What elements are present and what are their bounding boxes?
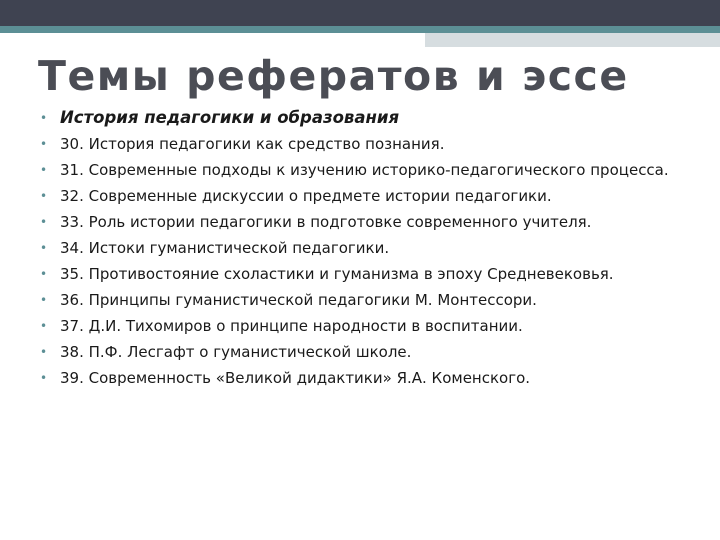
header-dark-bar [0,0,720,26]
list-item-text: 37. Д.И. Тихомиров о принципе народности в воспитании. [60,317,523,335]
bullet-icon: • [40,111,48,125]
bullet-icon: • [40,241,48,255]
list-item [38,314,698,338]
bullet-icon: • [40,137,48,151]
list-item-text: 35. Противостояние схоластики и гуманизма в эпоху Средневековья. [60,265,614,283]
list-item-text: 39. Современность «Великой дидактики» Я.А. Коменского. [60,369,531,387]
bullet-icon: • [40,345,48,359]
list-item-text: 38. П.Ф. Лесгафт о гуманистической школе. [60,343,412,361]
list-item-text: История педагогики и образования [60,108,400,127]
list-item [38,132,698,156]
list-item [38,288,698,312]
bullet-icon: • [40,267,48,281]
list-item-text: 32. Современные дискуссии о предмете истории педагогики. [60,187,552,205]
header-accent-bar [0,26,720,33]
bullet-icon: • [40,371,48,385]
bullet-icon: • [40,189,48,203]
list-item-text: 33. Роль истории педагогики в подготовке современного учителя. [60,213,592,231]
topic-list [38,106,698,392]
list-item-text: 30. История педагогики как средство познания. [60,135,445,153]
list-item-text: 31. Современные подходы к изучению историко-педагогического процесса. [60,161,669,179]
bullet-icon: • [40,293,48,307]
list-item-text: 34. Истоки гуманистической педагогики. [60,239,390,257]
list-item [38,158,698,182]
bullet-icon: • [40,163,48,177]
list-item [38,210,698,234]
bullet-icon: • [40,215,48,229]
list-item [38,366,698,390]
list-item-text: 36. Принципы гуманистической педагогики М. Монтессори. [60,291,537,309]
list-item [38,340,698,364]
bullet-icon: • [40,319,48,333]
list-item [38,236,698,260]
list-item [38,262,698,286]
header-notch [0,33,425,47]
list-item [38,184,698,208]
slide-title: Темы рефератов и эссе [38,52,629,100]
list-item-heading [38,106,698,130]
